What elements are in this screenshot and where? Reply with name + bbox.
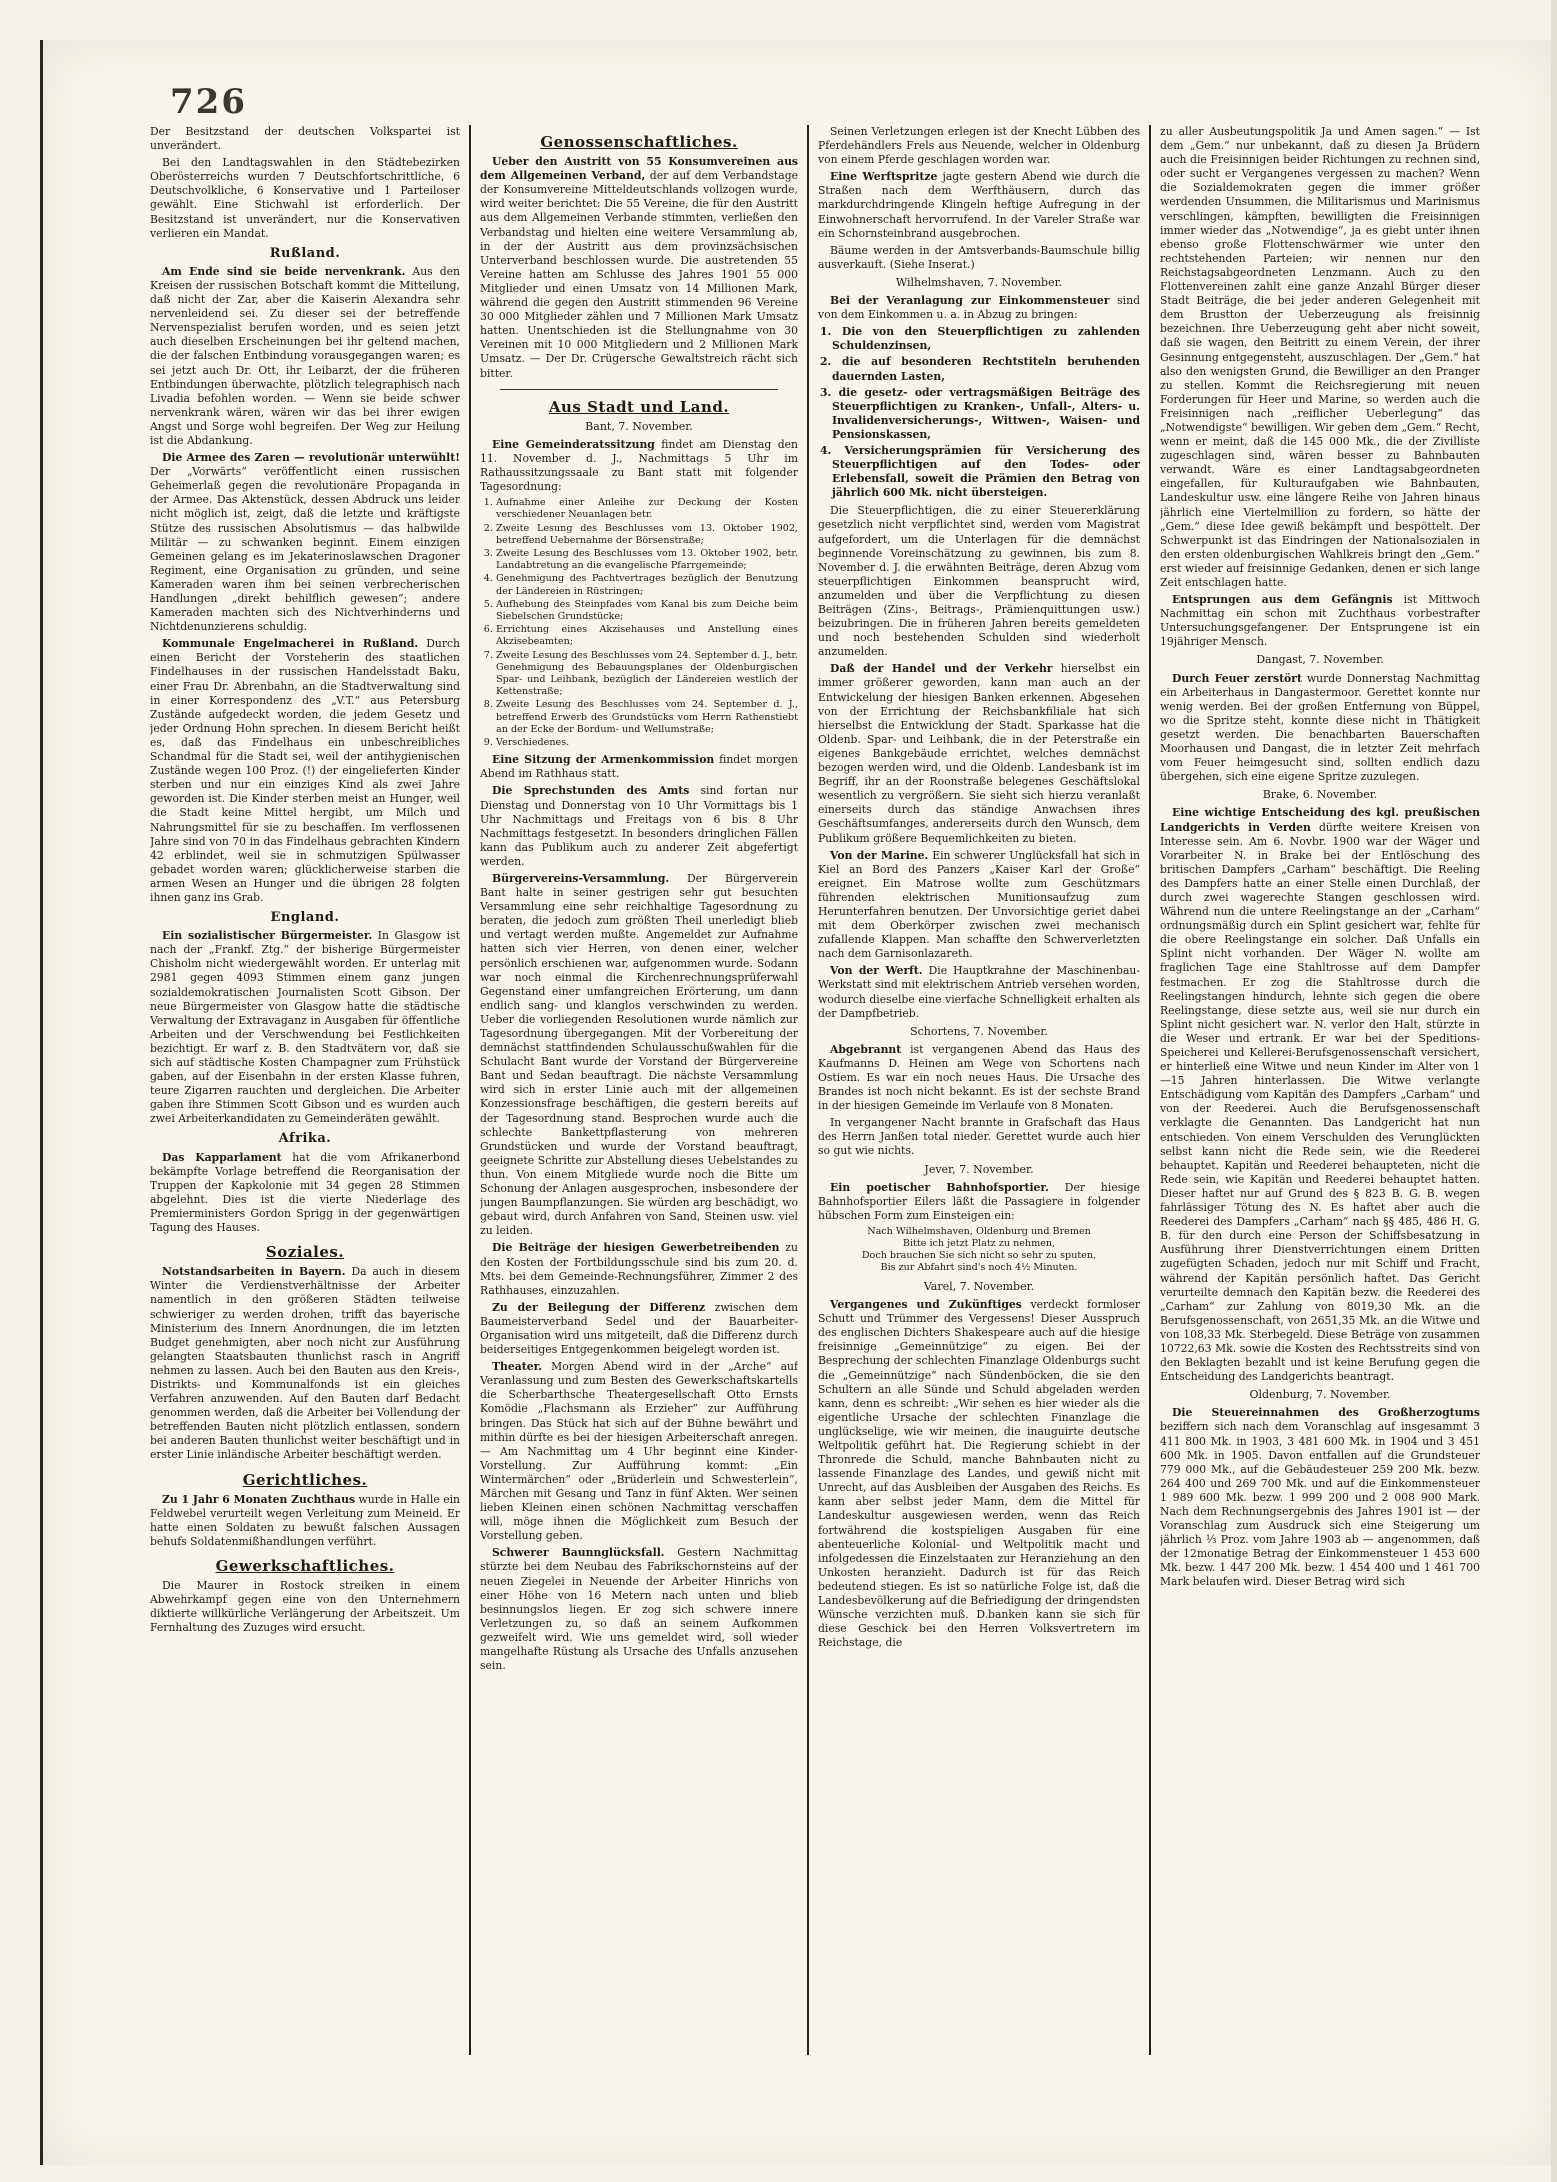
article-paragraph: Seinen Verletzungen erlegen ist der Knecht Lübben des Pferdehändlers Frels aus Neuende, welcher in Oldenburg von einem Pferde geschlagen worden war.	[818, 125, 1140, 167]
article-lead: Am Ende sind sie beide nervenkrank.	[162, 264, 406, 278]
poem	[818, 1226, 1140, 1274]
dateline: Brake, 6. November.	[1262, 788, 1378, 802]
list-item: 3. die gesetz- oder vertragsmäßigen Beiträge des Steuerpflichtigen zu Kranken-, Unfall-, Alters- u. Invalidenversicherungs-, Wittwen-, Waisen- und Pensionskassen,	[820, 385, 1140, 441]
article-body: jagte gestern Abend wie durch die Straßen nach dem Werfthäusern, durch das markdurchdringende Klingeln heftige Aufregung in der Einwohnerschaft hervorrufend. In der Vareler Straße war ein Schornsteinbrand ausgebrochen.	[818, 170, 1140, 240]
article-lead: Ein poetischer Bahnhofsportier.	[830, 1180, 1049, 1194]
article-lead: Zu 1 Jahr 6 Monaten Zuchthaus	[162, 1492, 356, 1506]
article-body: Der Bürgerverein Bant halte in seiner gestrigen sehr gut besuchten Versammlung eine sehr reichhaltige Tagesordnung zu beraten, die jedoch zum größten Theil unerledigt blieb und vertagt werden mußte. Angemeldet zur Aufnahme hatten sich vier Herren, von denen einer, welcher persönlich erschienen war, aufgenommen wurde. Sodann war noch einmal die Kirchenrechnungsprüferwahl Gegenstand einer umfangreichen Erörterung, um dann endlich sang- und klanglos verschwinden zu werden. Ueber die vorliegenden Resolutionen wurde nämlich zur Tagesordnung übergegangen. Mit der Vorbereitung der demnächst stattfindenden Schulausschußwahlen für die Schulacht Bant wurde der Vorstand der Bürgervereine Bant und Sedan beauftragt. Die nächste Versammlung wird sich in erster Linie auch mit der allgemeinen Konzessionsfrage beschäftigen, die gestern bereits auf der Tagesordnung stand. Besprochen wurde auch die schlechte Bankettpflasterung von mehreren Grundstücken und wurde der Vorstand beauftragt, geeignete Schritte zur Abstellung dieses Uebelstandes zu thun. Von einem Mitgliede wurde noch die Bitte um Schonung der Anlagen ausgesprochen, insbesondere der jungen Baumpflanzungen. Sie würden arg beschädigt, wo gebaut wird, durch Anfahren von Sand, Steinen usw. viel zu leiden.	[480, 871, 798, 1238]
article-paragraph	[818, 1043, 1140, 1113]
article-lead: Theater.	[492, 1360, 543, 1374]
article-body: zwischen dem Baumeisterverband Sedel und der Bauarbeiter-Organisation wird uns mitgeteilt, daß die Differenz durch beiderseitiges Entgegenkommen beigelegt worden ist.	[480, 1300, 798, 1357]
agenda-item: 3. Zweite Lesung des Beschlusses vom 13. Oktober 1902, betr. Landabtretung an die evangelische Pfarrgemeinde;	[496, 548, 798, 572]
agenda-item: 6. Errichtung eines Akzisehauses und Anstellung eines Akzisebeamten;	[496, 624, 798, 648]
article-body: findet am Dienstag den 11. November d. J., Nachmittags 5 Uhr im Rathaussitzungssaale zu Bant statt mit folgender Tagesordnung:	[480, 437, 798, 494]
section-heading: Soziales.	[265, 1243, 345, 1262]
article-lead: Das Kapparlament	[162, 1150, 282, 1164]
list-item: 2. die auf besonderen Rechtstiteln beruhenden dauernden Lasten,	[820, 355, 1140, 383]
article-lead: Abgebrannt	[830, 1042, 902, 1056]
article-paragraph	[150, 451, 460, 634]
article-body: wurde in Halle ein Feldwebel verurteilt wegen Verleitung zum Meineid. Er hatte einen Soldaten zu bewußt falschen Aussagen behufs Soldatenmißhandlungen verführt.	[150, 1492, 460, 1548]
article-body: sind fortan nur Dienstag und Donnerstag von 10 Uhr Vormittags bis 1 Uhr Nachmittags und Freitags von 6 bis 8 Uhr Nachmittags festgesetzt. In besonders dringlichen Fällen kann das Publikum auch zu anderer Zeit abgefertigt werden.	[480, 784, 798, 868]
article-paragraph	[480, 784, 798, 869]
article-paragraph: zu aller Ausbeutungspolitik Ja und Amen sagen.“ — Ist dem „Gem.“ nur unbekannt, daß zu diesen Ja Brüdern auch die Freisinnigen beider Richtungen zu rechnen sind, oder sucht er Vergangenes vergessen zu machen? Wenn die Sozialdemokraten gegen die immer größer werdenden Unsummen, die Militarismus und Marinismus verschlingen, kämpften, bewilligten die Freisinnigen immer wieder das „Notwendige“, ja es giebt unter ihnen ebenso große Flottenschwärmer wie unter den rechtstehenden Parteien; wir nennen nur den Reichstagsabgeordneten Lenzmann. Auch zu den Flottenvereinen zahlt eine ganze Anzahl Bürger dieser Stadt Beiträge, die bei jeder anderen Gelegenheit mit dem Brustton der Ueberzeugung als freisinnig bezeichnen. Ihre Ueberzeugung geht aber nicht soweit, daß sie wagen, den Beitritt zu einem Verein, der ihrer Gesinnung entgegensteht, auszuschlagen. Der „Gem.“ hat also den wenigsten Grund, die Bewilliger an den Pranger zu stellen. Kommt die Reichsregierung mit neuen Forderungen für Heer und Marine, so werden auch die Freisinnigen nach „reiflicher Ueberlegung“ das „Notwendigste“ bewilligen. Wir geben dem „Gem.“ Recht, wenn er meint, daß die 145 000 Mk., die der Zivilliste zugeschlagen sind, wären besser zu Bahnbauten verwandt. Wäre es einer Landtagsabgeordneten eingefallen, für Kulturaufgaben wie Bahnbauten, Landeskultur usw. eine längere Reihe von Jahren hinaus jährlich eine Viertelmillion zu fordern, so hätte der „Gem.“ diese Idee gewiß bekämpft und bespöttelt. Der Schwerpunkt ist das Eindringen der Nationalsozialen in den ersten oldenburgischen Wahlkreis bringt den „Gem.“ erst wieder auf freisinnige Gedanken, denen er sich lange Zeit entschlagen hatte.	[1160, 125, 1480, 589]
column-1	[150, 125, 460, 2130]
column-3	[818, 125, 1140, 2130]
article-paragraph	[818, 1298, 1140, 1650]
article-lead: Durch Feuer zerstört	[1172, 671, 1302, 685]
poem-line: Bis zur Abfahrt sind's noch 4½ Minuten.	[880, 1261, 1078, 1273]
section-divider	[500, 389, 778, 390]
section-heading: Gewerkschaftliches.	[215, 1557, 395, 1575]
column-rule	[1149, 125, 1151, 2055]
dateline: Varel, 7. November.	[923, 1279, 1035, 1293]
article-body: findet morgen Abend im Rathhaus statt.	[480, 753, 798, 781]
article-lead: Die Beiträge der hiesigen Gewerbetreibenden	[492, 1241, 780, 1255]
article-body: Die Hauptkrahne der Maschinenbau-Werkstatt sind mit elektrischem Antrieb versehen worden, wodurch dieselbe eine vierfache Schnelligkeit erhalten als der Dampfbetrieb.	[818, 964, 1140, 1020]
article-paragraph	[150, 929, 460, 1126]
article-paragraph	[150, 265, 460, 448]
agenda-item: 4. Genehmigung des Pachtvertrages bezüglich der Benutzung der Ländereien in Rüstringen;	[496, 573, 798, 597]
article-body: beziffern sich nach dem Voranschlag auf insgesammt 3 411 800 Mk. in 1903, 3 481 600 Mk. in 1904 und 3 451 600 Mk. in 1905. Davon entfallen auf die Grundsteuer 779 000 Mk., auf die Gebäudesteuer 259 200 Mk. bezw. 264 400 und 269 700 Mk. und auf die Einkommensteuer 1 989 600 Mk. bezw. 1 999 200 und 2 008 900 Mark. Nach dem Rechnungsergebnis des Jahres 1901 ist — der Voranschlag zum Ausdruck sich eine Steigerung um jährlich ⅓ Proz. vom Jahre 1903 ab — angenommen, daß der 12monatige Betrag der Einkommensteuer 1 453 600 Mk. bezw. 1 447 200 Mk. bezw. 1 454 400 und 1 461 700 Mark belaufen wird. Dieser Betrag wird sich	[1160, 1420, 1480, 1589]
article-lead: Eine Sitzung der Armenkommission	[492, 753, 715, 767]
article-body: hat die vom Afrikanerbond bekämpfte Vorlage betreffend die Reorganisation der Truppen der Kapkolonie mit 34 gegen 28 Stimmen abgelehnt. Dies ist die vierte Niederlage des Premierministers Gordon Sprigg in der gegenwärtigen Tagung des Hauses.	[150, 1150, 460, 1235]
country-heading: Afrika.	[278, 1131, 332, 1147]
article-paragraph	[818, 1181, 1140, 1223]
dateline: Schortens, 7. November.	[910, 1024, 1048, 1038]
column-2	[480, 125, 798, 2130]
article-lead: Bei der Veranlagung zur Einkommensteuer	[830, 294, 1110, 308]
article-paragraph: In vergangener Nacht brannte in Grafschaft das Haus des Herrn Janßen total nieder. Gerettet wurde auch hier so gut wie nichts.	[818, 1116, 1140, 1158]
article-paragraph: Bei den Landtagswahlen in den Städtebezirken Oberösterreichs wurden 7 Deutschfortschrittliche, 6 Deutschvolkliche, 6 Konservative und 1 Parteiloser gewählt. Eine Stichwahl ist erforderlich. Der Besitzstand ist unverändert, nur die Konservativen verlieren ein Mandat.	[150, 156, 460, 240]
list-item: 1. Die von den Steuerpflichtigen zu zahlenden Schuldenzinsen,	[820, 325, 1140, 353]
agenda-list	[480, 497, 798, 749]
column-4	[1160, 125, 1480, 2130]
agenda-item: 1. Aufnahme einer Anleihe zur Deckung der Kosten verschiedener Neuanlagen betr.	[496, 497, 798, 521]
article-body: ist vergangenen Abend das Haus des Kaufmanns D. Heinen am Wege von Schortens nach Ostiem. Es war ein noch neues Haus. Die Ursache des Brandes ist noch nicht bekannt. Es ist der sechste Brand in der hiesigen Gemeinde im Verlaufe von 8 Monaten.	[818, 1042, 1140, 1113]
article-paragraph: Bäume werden in der Amtsverbands-Baumschule billig ausverkauft. (Siehe Inserat.)	[818, 243, 1140, 271]
dateline: Jever, 7. November.	[924, 1162, 1034, 1176]
article-lead: Eine Gemeinderatssitzung	[492, 437, 655, 451]
article-body: hierselbst ein immer größerer geworden, kann man auch an der Entwickelung der hiesigen Banken erkennen. Abgesehen von der Errichtung der Reichsbankfiliale hat sich hierselbst die Entwicklung der Stadt. Sparkasse hat die Oldenb. Spar- und Leihbank, die in der Peterstraße ein eigenes Bankgebäude errichtet, welches demnächst bezogen werden wird, und die Oldenb. Landesbank ist im Begriff, ihr an der Roonstraße belegenes Geschäftslokal wesentlich zu vergrößern. Sie sieht sich hierzu veranlaßt einerseits durch das ständige Anwachsen ihres Geschäftsumfanges, andererseits durch den Wunsch, dem Publikum größere Bequemlichkeiten zu bieten.	[818, 662, 1140, 845]
article-body: Aus den Kreisen der russischen Botschaft kommt die Mitteilung, daß nicht der Zar, aber die Kaiserin Alexandra sehr nervenleidend sei. Zu dieser sei der betreffende Nervenspezialist berufen worden, und es seien jetzt auch dieselben Erscheinungen bei ihr geltend machen, die der falschen Entbindung vorausgegangen waren; es sei jetzt auch Dr. Ott, ihr Leibarzt, der die früheren Entbindungen überwachte, plötzlich telegraphisch nach Livadia befohlen worden. — Wenn sie beide schwer nervenkrank wären, wären wir das bei ihrer ewigen Angst und Sorge wohl begreifen. Der Weg zur Heilung ist die Abdankung.	[150, 264, 460, 447]
article-paragraph	[480, 1546, 798, 1673]
article-paragraph	[480, 1360, 798, 1543]
column-rule	[469, 125, 471, 2055]
article-paragraph	[480, 753, 798, 781]
article-body: Ein schwerer Unglücksfall hat sich in Kiel an Bord des Panzers „Kaiser Karl der Große“ ereignet. Ein Matrose wollte zum Geschützmars führenden elektrischen Munitionsaufzug zum Herunterfahren benutzen. Der Unvorsichtige geriet dabei mit dem Oberkörper zwischen zwei mechanisch zufallende Klappen. Man schaffte den Schwerverletzten nach dem Garnisonlazareth.	[818, 848, 1140, 961]
article-paragraph	[1160, 672, 1480, 785]
article-lead: Schwerer Baunnglücksfall.	[492, 1546, 665, 1560]
article-paragraph	[1160, 806, 1480, 1384]
poem-line: Doch brauchen Sie sich nicht so sehr zu sputen,	[861, 1249, 1097, 1261]
agenda-item: 8. Zweite Lesung des Beschlusses vom 24. September d. J., betreffend Erwerb des Grundstücks vom Herrn Rathenstiebt an der Ecke der Bordum- und Wellumstraße;	[496, 699, 798, 736]
article-lead: Notstandsarbeiten in Bayern.	[162, 1265, 346, 1279]
list-item: 4. Versicherungsprämien für Versicherung des Steuerpflichtigen auf den Todes- oder Erlebensfall, soweit die Prämien den Betrag von jährlich 600 Mk. nicht übersteigen.	[820, 443, 1140, 500]
agenda-item: 5. Aufhebung des Steinpfades vom Kanal bis zum Deiche beim Siebelschen Grundstücke;	[496, 599, 798, 623]
article-lead: Eine wichtige Entscheidung des kgl. preußischen Landgerichts in Verden	[1160, 806, 1480, 834]
article-paragraph	[480, 872, 798, 1238]
article-body: ist Mittwoch Nachmittag ein schon mit Zuchthaus vorbestrafter Untersuchungsgefangener. Der Entsprungene ist ein 19jähriger Mensch.	[1160, 593, 1480, 649]
country-heading: England.	[270, 910, 340, 926]
agenda-item: 7. Zweite Lesung des Beschlusses vom 24. September d. J., betr. Genehmigung des Bebauungsplanes der Oldenburgischen Spar- und Leihbank, bezüglich der Ländereien westlich der Kettenstraße;	[496, 650, 798, 699]
article-lead: Zu der Beilegung der Differenz	[492, 1300, 706, 1314]
article-paragraph	[1160, 1406, 1480, 1589]
article-body: Der „Vorwärts“ veröffentlicht einen russischen Geheimerlaß gegen die revolutionäre Propaganda in der Armee. Das Aktenstück, dessen Abdruck uns leider nicht möglich ist, zeigt, daß die letzte und kräftigste Stütze des russischen Absolutismus — das halbwilde Militär — zu schwanken beginnt. Einem einzigen Gemeinen gelang es im Jekaterinoslawschen Dragoner Regiment, eine Organisation zu gründen, und seine Kameraden waren ihm bei seinen verbrecherischen Handlungen „direkt behilflich gewesen“; andere Kameraden machten sich des Nichtverhinderns und Nichtdenunzierens schuldig.	[150, 465, 460, 634]
article-paragraph	[150, 1151, 460, 1236]
dateline: Dangast, 7. November.	[1256, 653, 1384, 667]
article-lead: Die Steuereinnahmen des Großherzogtums	[1172, 1406, 1480, 1420]
article-body: Morgen Abend wird in der „Arche“ auf Veranlassung und zum Besten des Gewerkschaftskartells die Scherbarthsche Theatergesellschaft Otto Ernsts Komödie „Flachsmann als Erzieher“ zur Aufführung bringen. Das Stück hat sich auf der Bühne bewährt und mithin dürfte es bei der hiesigen Arbeiterschaft anregen. — Am Nachmittag um 4 Uhr beginnt eine Kinder-Vorstellung. Zur Aufführung kommt: „Ein Wintermärchen“ oder „Brüderlein und Schwesterlein“, Märchen mit Gesang und Tanz in fünf Akten. Wer seinen lieben Kleinen einen schönen Nachmittag verschaffen will, möge ihnen die Möglichkeit zum Besuch der Vorstellung geben.	[480, 1360, 798, 1543]
poem-line: Nach Wilhelmshaven, Oldenburg und Bremen	[867, 1225, 1091, 1237]
agenda-item: 9. Verschiedenes.	[496, 737, 798, 749]
article-body: Gestern Nachmittag stürzte bei dem Neubau des Fabrikschornsteins auf der neuen Ziegelei in Neuende der Arbeiter Hinrichs von einer Höhe von 16 Metern nach unten und blieb besinnungslos liegen. Er zog sich schwere innere Verletzungen zu, so daß an seinem Aufkommen gezweifelt wird. Wie uns gemeldet wird, soll wieder mangelhafte Rüstung als Ursache des Unfalls anzusehen sein.	[480, 1546, 798, 1673]
column-rule	[807, 125, 809, 2055]
article-paragraph	[818, 170, 1140, 240]
article-body: verdeckt formloser Schutt und Trümmer des Vergessens! Dieser Ausspruch des englischen Dichters Shakespeare auch auf die hiesige freisinnige „Gemeinnützige“ zu eigen. Bei der Besprechung der schlechten Finanzlage Oldenburgs sucht die „Gemeinnützige“ nach Sündenböcken, die sie den Schultern an alle Sünde und Schuld abgeladen werden kann, denn es schreibt: „Wir sehen es hier wieder als die eigentliche Ursache der schlechten Finanzlage die unglückselige, wie wir meinen, die inauguirte deutsche Weltpolitik geführt hat. Die Regierung schiebt in der Thronrede die Schuld, manche Bahnbauten nicht zu lassende Finanzlage des Landes, und gewiß nicht mit Unrecht, auf das Ausbleiben der Ausgaben des Reichs. Es kann aber selbst jeder Mann, dem die Mittel für Landeskultur ausgewiesen werden, wenn das Reich fortwährend die kostspieligen Ausgaben für eine abenteuerliche Kolonial- und Weltpolitik macht und infolgedessen die Einzelstaaten zur Heranziehung an den Unkosten heranzieht. Dadurch ist für das Reich bedeutend stiegen. Es ist so natürliche Folge ist, daß die Landesbevölkerung auf die Befriedigung der dringendsten Wünsche verzichten muß. D.banken kann sie sich für diese Geschick bei den Herren Volksvertretern im Reichstage, die	[818, 1298, 1140, 1650]
article-lead: Bürgervereins-Versammlung.	[492, 871, 670, 885]
article-paragraph: Der Besitzstand der deutschen Volkspartei ist unverändert.	[150, 125, 460, 153]
article-paragraph	[480, 1241, 798, 1297]
article-paragraph	[818, 964, 1140, 1020]
poem-line: Bitte ich jetzt Platz zu nehmen,	[902, 1237, 1056, 1249]
article-body: In Glasgow ist nach der „Frankf. Ztg.“ der bisherige Bürgermeister Chisholm nicht wiedergewählt worden. Er unterlag mit 2981 gegen 4093 Stimmen einem ganz jungen sozialdemokratischen Journalisten Scott Gibson. Der neue Bürgermeister von Glasgow hatte die städtische Verwaltung der Extravaganz in Ausgaben für öffentliche Arbeiten und der Verschwendung bei Festlichkeiten bezichtigt. Er warf z. B. den Stadtvätern vor, daß sie sich auf städtische Kosten Champagner zum Frühstück gaben, auf der Eisenbahn in der ersten Klasse fuhren, teure Zigarren rauchten und dergleichen. Die Arbeiter gaben ihre Stimmen Scott Gibson und es wurden auch zwei Arbeiterkandidaten zu Gemeinderäten gewählt.	[150, 929, 460, 1126]
article-body: wurde Donnerstag Nachmittag ein Arbeiterhaus in Dangastermoor. Gerettet konnte nur wenig werden. Bei der großen Entfernung von Büppel, wo die Spritze steht, konnte diese nicht in Thätigkeit gesetzt werden. Die benachbarten Bauerschaften Moorhausen und Dangast, die in letzter Zeit mehrfach vom Feuer heimgesucht sind, sollten endlich dazu übergehen, sich eine eigene Spritze zuzulegen.	[1160, 671, 1480, 784]
dateline: Oldenburg, 7. November.	[1249, 1388, 1391, 1402]
article-lead: Ueber den Austritt von 55 Konsumvereinen aus dem Allgemeinen Verband,	[480, 155, 798, 183]
section-heading: Aus Stadt und Land.	[548, 397, 730, 416]
article-body: Der hiesige Bahnhofsportier Eilers läßt die Passagiere in folgender hübschen Form zum Einsteigen ein:	[818, 1180, 1140, 1222]
deduction-list	[818, 325, 1140, 500]
article-paragraph	[818, 662, 1140, 845]
article-body: dürfte weitere Kreisen von Interesse sein. Am 6. Novbr. 1900 war der Wäger und Vorarbeiter N. in Brake bei der Entlöschung des britischen Dampfers „Carham“ beschäftigt. Die Reeling des Dampfers hatte an einer Stelle einen Durchlaß, der durch zwei wagerechte Stangen geschlossen wird. Während nun die untere Reelingstange an der „Carham“ ordnungsmäßig durch ein Splint gesichert war, fehlte für die obere Reelingstange ein solcher. Daß Unfalls ein Splint nicht vorhanden. Der Wäger N. wollte am fraglichen Tage eine Stahltrosse auf dem Dampfer festmachen. Er zog die Stahltrosse durch die Reelingstangen hindurch, lehnte sich gegen die obere Reelingstange, diese setzte aus, weil sie nur durch ein Splint nicht gesichert war. N. verlor den Halt, stürzte in die Weser und ertrank. Er war bei der Speditions-Speicherei und Kellerei-Berufsgenossenschaft versichert, er hinterließ eine Witwe und neun Kinder im Alter von 1—15 Jahren hinterlassen. Die Witwe verlangte Entschädigung vom Kapitän des Dampfers „Carham“ und von der Reederei. Auch die Berufsgenossenschaft verklagte die Genannten. Das Landgericht hat nun entschieden. Von einem Verschulden des Verunglückten selbst kann nicht die Rede sein, wie die Reederei behauptet. Kapitän und Reederei behaupteten, nicht die Rede sein, wie Kapitän und Reederei behauptet hatten. Dieser haftet nur auf Grund des § 823 B. G. B. wegen fahrlässiger Tötung des N. Es haftet aber auch die Reederei des Dampfers „Carham“ nach §§ 485, 486 H. G. B. für den durch eine Person der Schiffsbesatzung in Ausführung ihrer Dienstverrichtungen einem Dritten zugefügten Schaden, jedoch nur mit Schiff und Fracht, während der Kapitän persönlich haftet. Das Gericht verurteilte demnach den Kapitän bezw. die Reederei des „Carham“ zur Zahlung von 8019,30 Mk. an die Berufsgenossenschaft, von 2651,35 Mk. an die Witwe und von 108,33 Mk. Sterbegeld. Diese Beträge von zusammen 10722,63 Mk. sowie die Kosten des Rechtsstreits sind von den Beklagten bezahlt und ist keine Berufung gegen die Entscheidung des Landgerichts beantragt.	[1160, 820, 1480, 1384]
page-number: 726	[170, 82, 247, 122]
article-paragraph	[480, 1301, 798, 1357]
article-lead: Vergangenes und Zukünftiges	[830, 1298, 1022, 1312]
agenda-item: 2. Zweite Lesung des Beschlusses vom 13. Oktober 1902, betreffend Uebernahme der Börsenstraße;	[496, 523, 798, 547]
article-lead: Ein sozialistischer Bürgermeister.	[162, 929, 373, 943]
article-paragraph	[1160, 593, 1480, 649]
dateline: Bant, 7. November.	[585, 419, 693, 433]
article-lead: Die Armee des Zaren — revolutionär unterwühlt!	[162, 451, 460, 465]
article-body: sind von dem Einkommen u. a. in Abzug zu bringen:	[818, 294, 1140, 322]
article-paragraph	[480, 438, 798, 494]
article-paragraph	[818, 294, 1140, 322]
article-paragraph: Die Steuerpflichtigen, die zu einer Steuererklärung gesetzlich nicht verpflichtet sind, werden vom Magistrat aufgefordert, um die Unterlagen für die demnächst beginnende Voreinschätzung zu gewinnen, bis zum 8. November d. J. die erwähnten Beiträge, deren Abzug vom steuerpflichtigen Einkommen beansprucht wird, anzumelden und über die Verpflichtung zu diesen Beiträgen (Zins-, Beitrags-, Prämienquittungen usw.) beizubringen. Die in früheren Jahren bereits gemeldeten und noch bestehenden Schulden sind wiederholt anzumelden.	[818, 504, 1140, 659]
scan-edge	[1551, 0, 1557, 2182]
article-paragraph: Die Maurer in Rostock streiken in einem Abwehrkampf gegen eine von den Unternehmern diktierte willkürliche Verlängerung der Arbeitszeit. Um Fernhaltung des Zuzuges wird ersucht.	[150, 1579, 460, 1635]
article-paragraph	[150, 637, 460, 905]
dateline: Wilhelmshaven, 7. November.	[895, 275, 1063, 289]
article-lead: Daß der Handel und der Verkehr	[830, 662, 1053, 676]
article-lead: Eine Werftspritze	[830, 170, 938, 184]
country-heading: Rußland.	[269, 245, 341, 261]
section-heading: Genossenschaftliches.	[540, 133, 738, 151]
article-body: zu den Kosten der Fortbildungsschule sind bis zum 20. d. Mts. bei dem Gemeinde-Rechnungsführer, Zimmer 2 des Rathhauses, einzuzahlen.	[480, 1241, 798, 1297]
article-lead: Kommunale Engelmacherei in Rußland.	[162, 637, 419, 651]
article-paragraph	[480, 155, 798, 381]
article-lead: Von der Werft.	[830, 964, 923, 978]
section-heading: Gerichtliches.	[242, 1470, 368, 1489]
article-body: Durch einen Bericht der Vorsteherin des staatlichen Findelhauses in der russischen Handelsstadt Baku, einer Frau Dr. Abrenbahn, an die Stadtverwaltung sind in einer Korrespondenz des „V.T.“ aus Petersburg Zustände aufgedeckt worden, die jedem Gesetz und jeder Ordnung Hohn sprechen. In diesem Bericht heißt es, daß das Findelhaus ein unbeschreibliches Schandmal für die Stadt sei, weil der antihygienischen Zustände wegen 100 Proz. (!) der eingelieferten Kinder sterben und nur ein einziges Kind als zwei Jahre geworden ist. Die Kinder sterben meist an Hunger, weil die Stadt keine Mittel hergibt, um Milch und Nahrungsmittel für sie zu beschaffen. Im verflossenen Jahre sind von 70 in das Findelhaus gebrachten Kindern 42 erblindet, weil sie in schmutzigen Spülwasser gebadet worden waren; glücklicherweise starben die armen Wesen an Hunger und die übrigen 28 folgten ihnen ganz ins Grab.	[150, 637, 460, 904]
article-body: der auf dem Verbandstage der Konsumvereine Mitteldeutschlands vollzogen wurde, wird weiter berichtet: Die 55 Vereine, die für den Austritt aus dem Allgemeinen Verbande stimmten, verließen den Verbandstag und hielten eine weitere Versammlung ab, in der der Austritt aus dem provinzsächsischen Unterverband beschlossen wurde. Die austretenden 55 Vereine hatten am Schlusse des Jahres 1901 55 000 Mitglieder und einen Umsatz von 14 Millionen Mark, während die gegen den Austritt stimmenden 96 Vereine 30 000 Mitglieder zählen und 7 Millionen Mark Umsatz hatten. Unentschieden ist die Stellungnahme von 30 Vereinen mit 10 000 Mitgliedern und 2 Millionen Mark Umsatz. — Der Dr. Crügersche Gewaltstreich rächt sich bitter.	[480, 169, 798, 380]
article-paragraph	[818, 849, 1140, 962]
article-paragraph	[150, 1265, 460, 1462]
article-body: Da auch in diesem Winter die Verdienstverhältnisse der Arbeiter namentlich in den größeren Städten teilweise schwieriger zu werden drohen, trifft das bayerische Ministerium des Innern Anordnungen, die im letzten Budget genehmigten, aber noch nicht zur Ausführung gelangten Staatsbauten thunlichst rasch in Angriff nehmen zu lassen. Auch bei den Bauten aus den Kreis-, Distrikts- und Kommunalfonds ist ein gleiches Verfahren anzuwenden. Auf den Bauten darf Bedacht genommen werden, daß die Arbeiter bei Vollendung der betreffenden Bauten nicht plötzlich entlassen, sondern bei anderen Bauten thunlichst weiter beschäftigt und in erster Linie inländische Arbeiter beschäftigt werden.	[150, 1265, 460, 1462]
article-paragraph	[150, 1493, 460, 1549]
article-lead: Von der Marine.	[830, 848, 929, 862]
article-lead: Die Sprechstunden des Amts	[492, 784, 690, 798]
article-lead: Entsprungen aus dem Gefängnis	[1172, 593, 1393, 607]
